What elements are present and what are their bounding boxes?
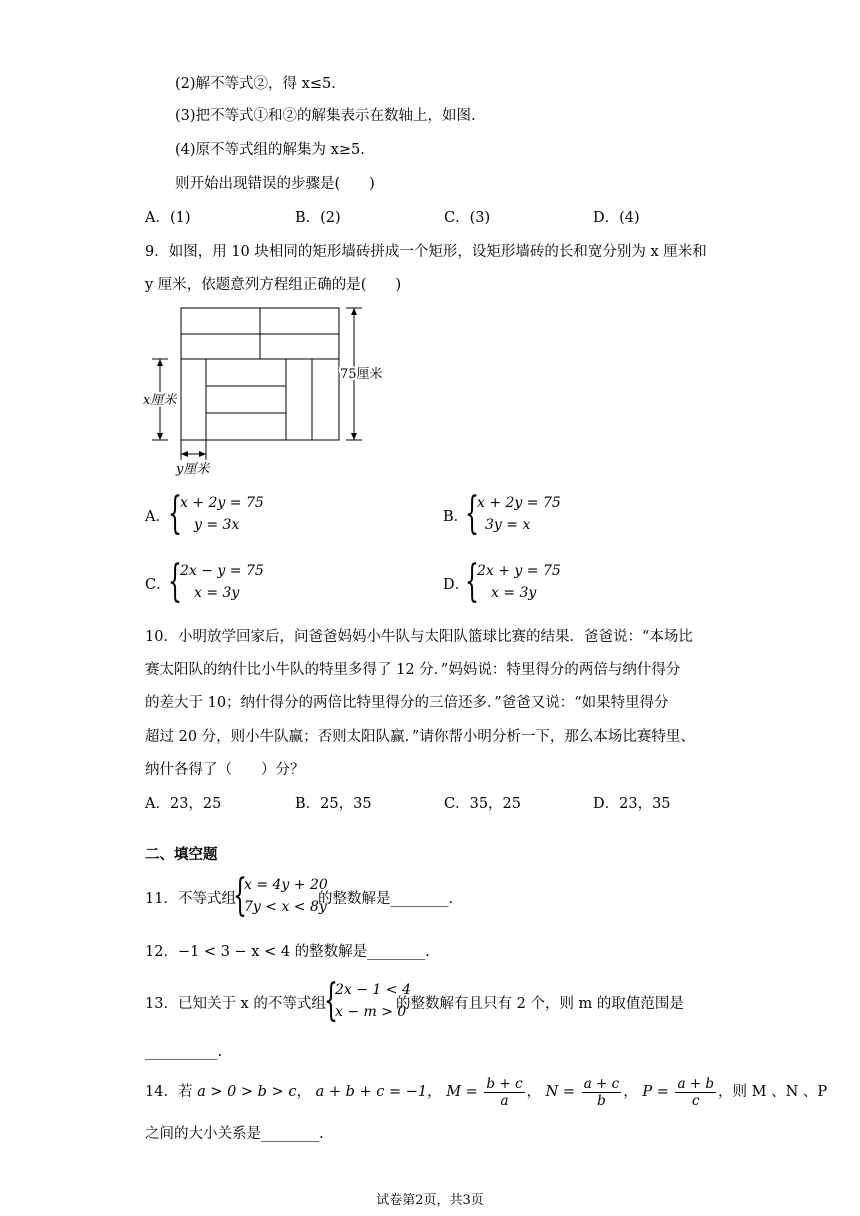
q9-option-c-system: { 2x − y = 75 x = 3y (168, 556, 264, 607)
label-x-cm: x厘米 (143, 393, 177, 408)
q9-c-eq1: 2x − y = 75 (180, 563, 264, 579)
fraction-M-den: a (500, 1092, 509, 1109)
q14-N: N = (545, 1084, 576, 1100)
q9-option-b-letter: B． (443, 509, 469, 525)
q8-step4: (4)原不等式组的解集为 x≥5. (175, 142, 365, 158)
q9-c-eq2: x = 3y (194, 585, 240, 601)
q10-line2: 赛太阳队的纳什比小牛队的特里多得了 12 分．”妈妈说：特里得分的两倍与纳什得分 (145, 662, 681, 678)
q8-option-a: A．(1) (145, 210, 191, 226)
fraction-N-num: a + c (583, 1075, 620, 1092)
q14-P: P = (642, 1084, 669, 1100)
q9-option-c-letter: C． (145, 577, 171, 593)
fraction-P (675, 1076, 716, 1109)
q13-system: { 2x − 1 < 4 x − m > 0 (324, 975, 411, 1026)
q9-option-d-system: { 2x + y = 75 x = 3y (465, 556, 561, 607)
fraction-M (484, 1076, 524, 1109)
fraction-N-den: b (597, 1092, 606, 1109)
q9-option-a-letter: A． (145, 509, 170, 525)
q14-cond2: a + b + c = −1 (315, 1084, 428, 1100)
q8-question: 则开始出现错误的步骤是( ) (175, 176, 375, 192)
q12-text: 12．−1 < 3 − x < 4 的整数解是________. (145, 944, 430, 960)
q13-prefix: 13．已知关于 x 的不等式组 (145, 996, 326, 1012)
q9-d-eq2: x = 3y (491, 585, 537, 601)
brick (181, 359, 339, 440)
q14-M: M = (446, 1084, 478, 1100)
fraction-N (582, 1076, 622, 1109)
q9-stem-line2: y 厘米，依题意列方程组正确的是( ) (145, 277, 402, 293)
q10-option-c: C．35，25 (444, 796, 521, 812)
q10-option-a: A．23，25 (145, 796, 222, 812)
q10-line4: 超过 20 分，则小牛队赢；否则太阳队赢．”请你帮小明分析一下，那么本场比赛特里、 (145, 729, 695, 745)
q9-a-eq2: y = 3x (194, 517, 240, 533)
q11-eq2: 7y < x < 8y (244, 899, 327, 915)
q9-option-b-system: { x + 2y = 75 3y = x (465, 488, 561, 539)
q11-system: { x = 4y + 20 7y < x < 8y (233, 870, 328, 921)
q10-line1: 10．小明放学回家后，问爸爸妈妈小牛队与太阳队篮球比赛的结果．爸爸说：“本场比 (145, 629, 693, 645)
section-title: 二、填空题 (145, 846, 218, 863)
fraction-M-num: b + c (486, 1075, 523, 1092)
q14-cond1: a > 0 > b > c (197, 1084, 297, 1100)
label-75cm: 75厘米 (340, 367, 383, 382)
q8-step3: (3)把不等式①和②的解集表示在数轴上，如图. (175, 108, 476, 124)
q14-line2: 之间的大小关系是________. (145, 1126, 324, 1142)
q9-option-d-letter: D． (443, 577, 470, 593)
fraction-P-den: c (691, 1092, 700, 1109)
q10-option-d: D．23，35 (593, 796, 671, 812)
q9-d-eq1: 2x + y = 75 (477, 563, 561, 579)
q10-line3: 的差大于 10；纳什得分的两倍比特里得分的三倍还多．”爸爸又说：“如果特里得分 (145, 695, 669, 711)
q8-step2: (2)解不等式②，得 x≤5. (175, 76, 336, 92)
brick-wall-figure (140, 300, 400, 480)
q9-stem-line1: 9．如图，用 10 块相同的矩形墙砖拼成一个矩形，设矩形墙砖的长和宽分别为 x 厘米和 (145, 244, 707, 260)
q9-option-a-system: { x + 2y = 75 y = 3x (168, 488, 264, 539)
fraction-P-num: a + b (677, 1075, 715, 1092)
q13-suffix: 的整数解有且只有 2 个，则 m 的取值范围是 (396, 996, 684, 1012)
q11-suffix: 的整数解是________. (318, 891, 454, 907)
q10-option-b: B．25，35 (295, 796, 372, 812)
label-y-cm: y厘米 (176, 462, 210, 477)
q8-option-d: D．(4) (593, 210, 640, 226)
q9-b-eq1: x + 2y = 75 (477, 495, 561, 511)
q11-eq1: x = 4y + 20 (244, 877, 328, 893)
q8-option-b: B．(2) (295, 210, 341, 226)
q13-blank-line: __________. (145, 1044, 223, 1060)
q8-option-c: C．(3) (444, 210, 491, 226)
page-footer: 试卷第2页，共3页 (376, 1193, 484, 1208)
q13-eq1: 2x − 1 < 4 (335, 982, 411, 998)
q14-lead: 14．若 (145, 1084, 193, 1100)
q14-line1: 14．若 a > 0 > b > c， a + b + c = −1， M = $\frac{b + c}{a}$ ， N = $\frac{a + c}{b}$ ， P = $\frac{a + b}{c}$ ，则 M 、N 、P (145, 1075, 828, 1109)
q13-eq2: x − m > 0 (335, 1004, 407, 1020)
q9-a-eq1: x + 2y = 75 (180, 495, 264, 511)
q10-line5: 纳什各得了（ ）分？ (145, 762, 305, 778)
q14-tail: ，则 M 、N 、P (718, 1084, 828, 1100)
q9-b-eq2: 3y = x (485, 517, 531, 533)
q11-prefix: 11．不等式组 (145, 891, 236, 907)
